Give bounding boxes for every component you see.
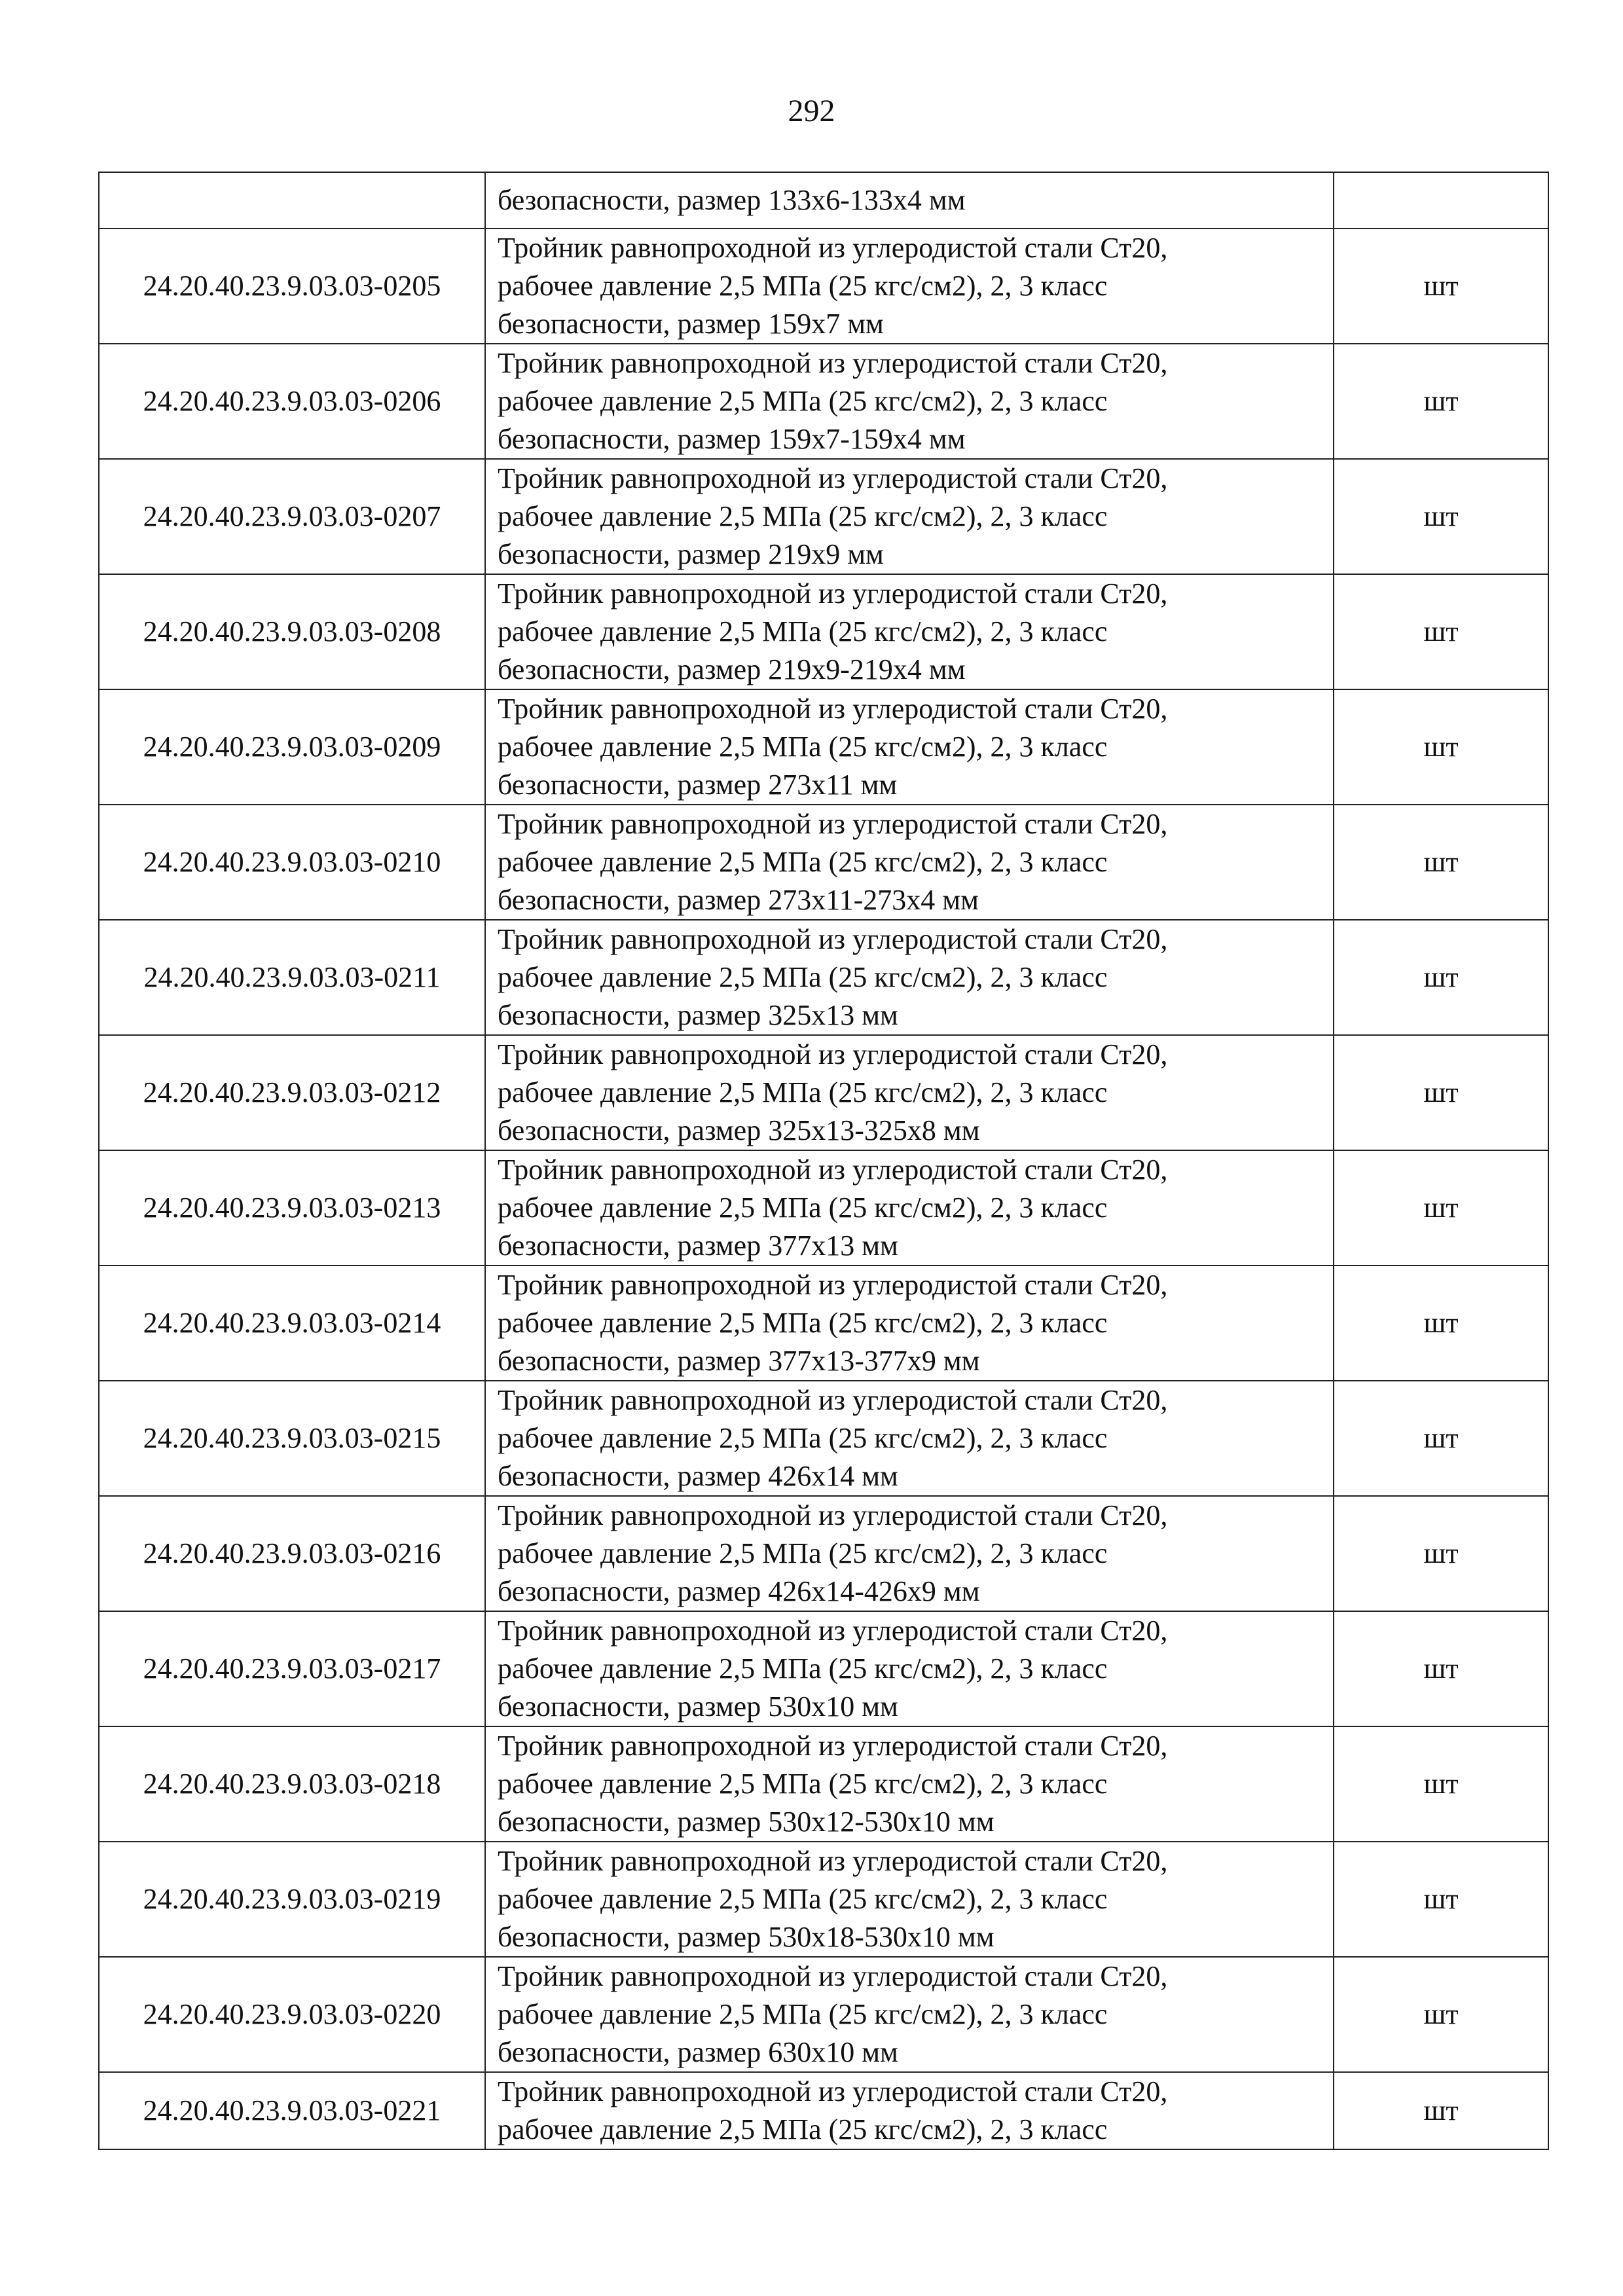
description-line: безопасности, размер 159х7-159х4 мм — [498, 423, 966, 455]
description-line: Тройник равнопроходной из углеродистой стали Ст20, — [498, 347, 1168, 379]
table-row — [99, 459, 1548, 574]
unit-cell: шт — [1334, 1611, 1548, 1726]
description-cell — [485, 1035, 1334, 1150]
description-cell — [485, 920, 1334, 1035]
description-cell — [485, 689, 1334, 805]
resource-table — [98, 172, 1549, 2150]
description-line: Тройник равнопроходной из углеродистой стали Ст20, — [498, 2075, 1168, 2107]
description-cell — [485, 459, 1334, 574]
description-line: рабочее давление 2,5 МПа (25 кгс/см2), 2, 3 класс — [498, 1537, 1108, 1569]
description-line: Тройник равнопроходной из углеродистой стали Ст20, — [498, 462, 1168, 494]
description-line: рабочее давление 2,5 МПа (25 кгс/см2), 2, 3 класс — [498, 2113, 1108, 2145]
unit-cell: шт — [1334, 1150, 1548, 1266]
description-line: Тройник равнопроходной из углеродистой стали Ст20, — [498, 1154, 1168, 1186]
table-row — [99, 574, 1548, 689]
description-line: рабочее давление 2,5 МПа (25 кгс/см2), 2, 3 класс — [498, 500, 1108, 532]
description-line: Тройник равнопроходной из углеродистой стали Ст20, — [498, 1614, 1168, 1647]
description-line: рабочее давление 2,5 МПа (25 кгс/см2), 2, 3 класс — [498, 1076, 1108, 1108]
description-line: безопасности, размер 219х9 мм — [498, 538, 884, 570]
unit-cell — [1334, 172, 1548, 228]
unit-cell: шт — [1334, 459, 1548, 574]
description-cell — [485, 1381, 1334, 1496]
table-row — [99, 805, 1548, 920]
table-row — [99, 1150, 1548, 1266]
description-line: безопасности, размер 325х13-325х8 мм — [498, 1114, 980, 1146]
description-line: Тройник равнопроходной из углеродистой стали Ст20, — [498, 1499, 1168, 1531]
unit-cell: шт — [1334, 344, 1548, 459]
description-line: рабочее давление 2,5 МПа (25 кгс/см2), 2, 3 класс — [498, 1768, 1108, 1800]
table-row — [99, 1381, 1548, 1496]
description-cell — [485, 1842, 1334, 1957]
description-line: безопасности, размер 530х18-530х10 мм — [498, 1921, 994, 1953]
code-cell: 24.20.40.23.9.03.03-0212 — [99, 1035, 485, 1150]
table-row — [99, 689, 1548, 805]
code-cell: 24.20.40.23.9.03.03-0221 — [99, 2072, 485, 2149]
description-line: Тройник равнопроходной из углеродистой стали Ст20, — [498, 1038, 1168, 1070]
table-body — [99, 172, 1548, 2149]
table-row-continuation — [99, 172, 1548, 228]
unit-cell: шт — [1334, 1381, 1548, 1496]
table-row — [99, 1726, 1548, 1842]
description-line: рабочее давление 2,5 МПа (25 кгс/см2), 2, 3 класс — [498, 270, 1108, 302]
code-cell: 24.20.40.23.9.03.03-0215 — [99, 1381, 485, 1496]
description-line: рабочее давление 2,5 МПа (25 кгс/см2), 2, 3 класс — [498, 846, 1108, 878]
unit-cell: шт — [1334, 1035, 1548, 1150]
description-line: Тройник равнопроходной из углеродистой стали Ст20, — [498, 693, 1168, 725]
description-line: безопасности, размер 219х9-219х4 мм — [498, 653, 966, 685]
unit-cell: шт — [1334, 689, 1548, 805]
description-line: безопасности, размер 325х13 мм — [498, 999, 898, 1031]
description-cell — [485, 344, 1334, 459]
table-row — [99, 2072, 1548, 2149]
description-line: безопасности, размер 426х14-426х9 мм — [498, 1575, 980, 1607]
code-cell: 24.20.40.23.9.03.03-0214 — [99, 1266, 485, 1381]
description-line: рабочее давление 2,5 МПа (25 кгс/см2), 2, 3 класс — [498, 1422, 1108, 1454]
description-line: рабочее давление 2,5 МПа (25 кгс/см2), 2, 3 класс — [498, 1307, 1108, 1339]
unit-cell: шт — [1334, 805, 1548, 920]
description-line: безопасности, размер 133х6-133х4 мм — [498, 184, 966, 216]
code-cell: 24.20.40.23.9.03.03-0208 — [99, 574, 485, 689]
table-row — [99, 228, 1548, 344]
code-cell: 24.20.40.23.9.03.03-0205 — [99, 228, 485, 344]
description-line: рабочее давление 2,5 МПа (25 кгс/см2), 2, 3 класс — [498, 1192, 1108, 1224]
table-row — [99, 1611, 1548, 1726]
description-line: рабочее давление 2,5 МПа (25 кгс/см2), 2, 3 класс — [498, 961, 1108, 993]
table-row — [99, 1496, 1548, 1611]
page-number: 292 — [788, 94, 835, 128]
description-line: Тройник равнопроходной из углеродистой стали Ст20, — [498, 1730, 1168, 1762]
unit-cell: шт — [1334, 228, 1548, 344]
description-line: Тройник равнопроходной из углеродистой стали Ст20, — [498, 1845, 1168, 1877]
description-line: рабочее давление 2,5 МПа (25 кгс/см2), 2, 3 класс — [498, 731, 1108, 763]
description-line: Тройник равнопроходной из углеродистой стали Ст20, — [498, 232, 1168, 264]
unit-cell: шт — [1334, 1726, 1548, 1842]
description-line: безопасности, размер 377х13-377х9 мм — [498, 1345, 980, 1377]
unit-cell: шт — [1334, 1496, 1548, 1611]
description-line: Тройник равнопроходной из углеродистой стали Ст20, — [498, 808, 1168, 840]
unit-cell: шт — [1334, 1842, 1548, 1957]
description-line: Тройник равнопроходной из углеродистой стали Ст20, — [498, 923, 1168, 955]
code-cell: 24.20.40.23.9.03.03-0207 — [99, 459, 485, 574]
table-row — [99, 1957, 1548, 2072]
description-line: рабочее давление 2,5 МПа (25 кгс/см2), 2, 3 класс — [498, 615, 1108, 647]
description-cell — [485, 805, 1334, 920]
description-line: безопасности, размер 630х10 мм — [498, 2036, 898, 2068]
code-cell: 24.20.40.23.9.03.03-0217 — [99, 1611, 485, 1726]
description-line: безопасности, размер 530х10 мм — [498, 1690, 898, 1722]
description-line: Тройник равнопроходной из углеродистой стали Ст20, — [498, 577, 1168, 610]
description-line: рабочее давление 2,5 МПа (25 кгс/см2), 2, 3 класс — [498, 1998, 1108, 2030]
table-row — [99, 344, 1548, 459]
description-line: рабочее давление 2,5 МПа (25 кгс/см2), 2, 3 класс — [498, 1652, 1108, 1685]
code-cell: 24.20.40.23.9.03.03-0220 — [99, 1957, 485, 2072]
description-cell — [485, 1150, 1334, 1266]
description-cell — [485, 2072, 1334, 2149]
description-cell — [485, 172, 1334, 228]
code-cell: 24.20.40.23.9.03.03-0219 — [99, 1842, 485, 1957]
description-line: безопасности, размер 273х11-273х4 мм — [498, 884, 979, 916]
description-line: безопасности, размер 530х12-530х10 мм — [498, 1806, 994, 1838]
code-cell: 24.20.40.23.9.03.03-0210 — [99, 805, 485, 920]
code-cell: 24.20.40.23.9.03.03-0209 — [99, 689, 485, 805]
unit-cell: шт — [1334, 574, 1548, 689]
code-cell: 24.20.40.23.9.03.03-0213 — [99, 1150, 485, 1266]
code-cell: 24.20.40.23.9.03.03-0211 — [99, 920, 485, 1035]
table-row — [99, 1842, 1548, 1957]
description-cell — [485, 1957, 1334, 2072]
code-cell: 24.20.40.23.9.03.03-0218 — [99, 1726, 485, 1842]
unit-cell: шт — [1334, 1957, 1548, 2072]
table-row — [99, 1266, 1548, 1381]
code-cell: 24.20.40.23.9.03.03-0216 — [99, 1496, 485, 1611]
description-line: рабочее давление 2,5 МПа (25 кгс/см2), 2, 3 класс — [498, 1883, 1108, 1915]
description-line: безопасности, размер 159х7 мм — [498, 308, 884, 340]
unit-cell: шт — [1334, 1266, 1548, 1381]
description-line: безопасности, размер 426х14 мм — [498, 1460, 898, 1492]
description-line: безопасности, размер 273х11 мм — [498, 769, 898, 801]
code-cell: 24.20.40.23.9.03.03-0206 — [99, 344, 485, 459]
unit-cell: шт — [1334, 920, 1548, 1035]
description-cell — [485, 1496, 1334, 1611]
description-cell — [485, 574, 1334, 689]
description-cell — [485, 1266, 1334, 1381]
description-line: Тройник равнопроходной из углеродистой стали Ст20, — [498, 1269, 1168, 1301]
description-line: рабочее давление 2,5 МПа (25 кгс/см2), 2, 3 класс — [498, 385, 1108, 417]
table-row — [99, 920, 1548, 1035]
description-cell — [485, 1611, 1334, 1726]
unit-cell: шт — [1334, 2072, 1548, 2149]
code-cell — [99, 172, 485, 228]
description-line: безопасности, размер 377х13 мм — [498, 1230, 898, 1262]
description-line: Тройник равнопроходной из углеродистой стали Ст20, — [498, 1384, 1168, 1416]
description-cell — [485, 1726, 1334, 1842]
description-line: Тройник равнопроходной из углеродистой стали Ст20, — [498, 1960, 1168, 1992]
table-row — [99, 1035, 1548, 1150]
description-cell — [485, 228, 1334, 344]
